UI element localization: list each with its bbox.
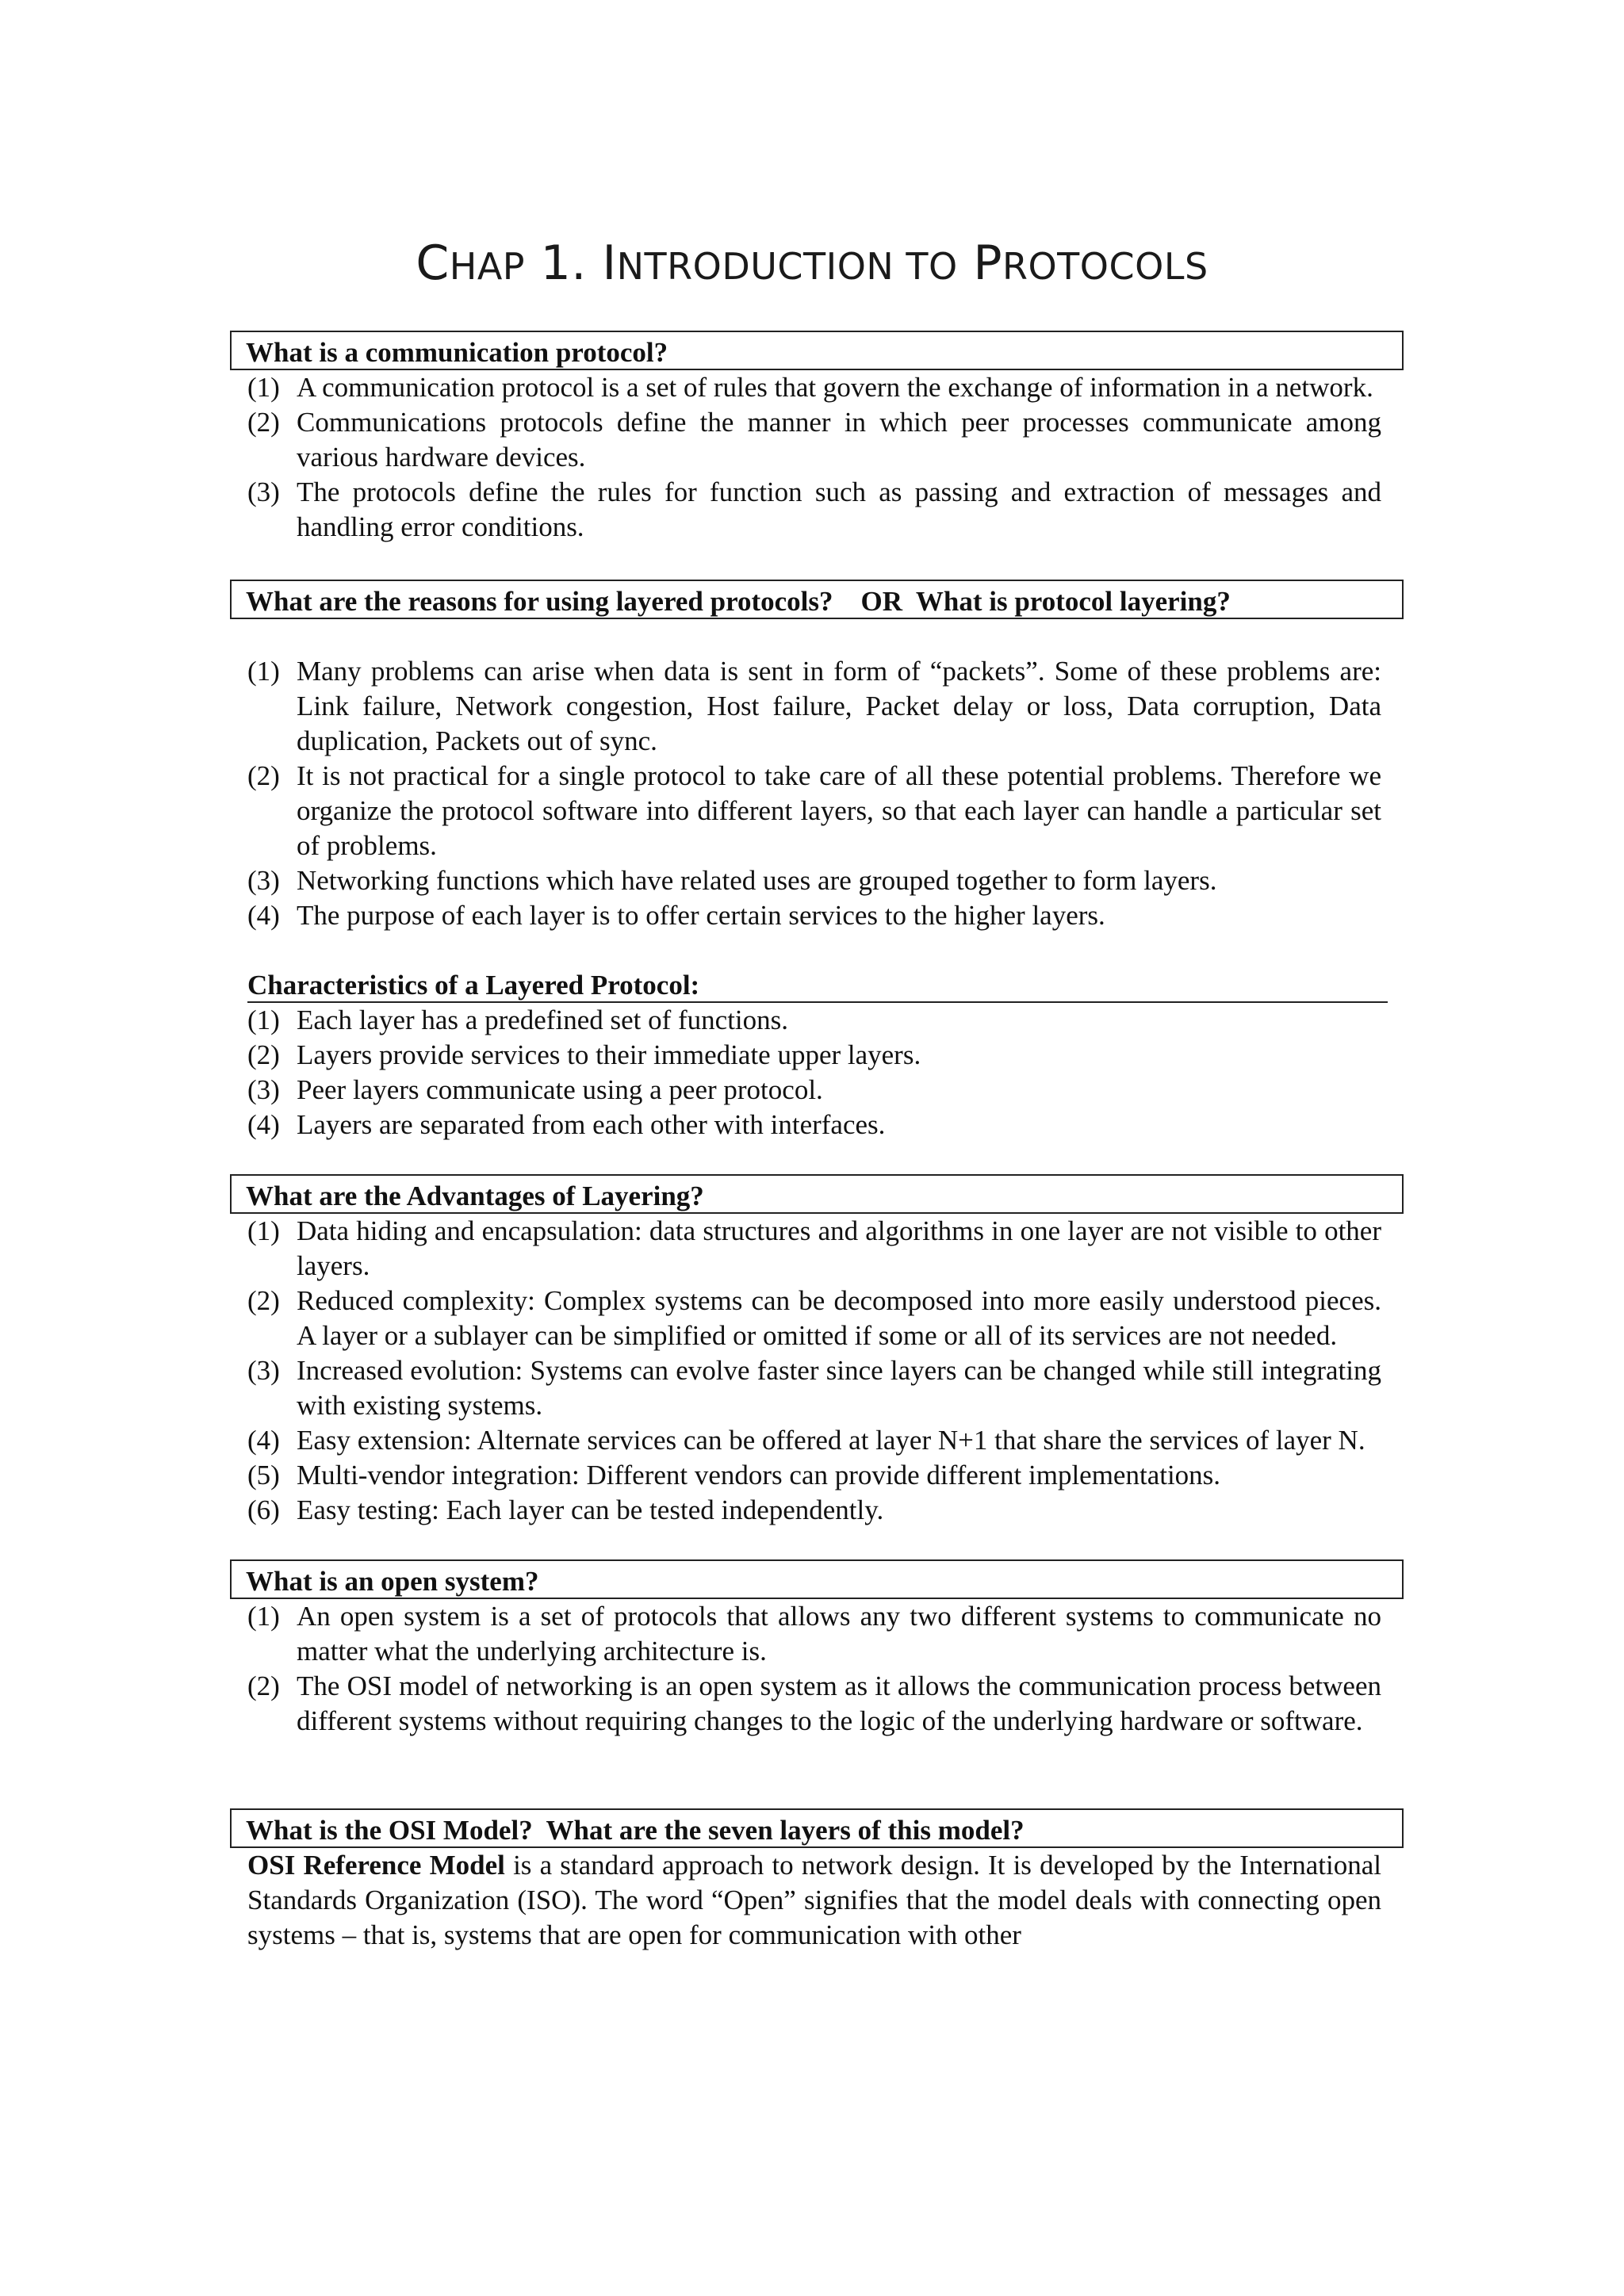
list-characteristics [230, 1003, 1381, 1142]
osi-paragraph: OSI Reference Model is a standard approach to network design. It is developed by the International Standards Organization (ISO). The word “Open” signifies that the model deals with connecting open systems – that is, systems that are open for communication with other [247, 1850, 1381, 1950]
list-item: (2) The OSI model of networking is an open system as it allows the communication process between different systems without requiring changes to the logic of the underlying hardware or software. [247, 1670, 1381, 1736]
list-item: (1) Each layer has a predefined set of functions. [247, 1004, 789, 1035]
list-item: (3) Increased evolution: Systems can evolve faster since layers can be changed while still integrating with existing systems. [247, 1355, 1381, 1421]
chapter-title: CHAP 1. INTRODUCTION TO PROTOCOLS [416, 235, 1208, 291]
question-box-osi: What is the OSI Model? What are the seven layers of this model? [230, 1808, 1404, 1848]
list-item: (3) Networking functions which have related uses are grouped together to form layers. [247, 865, 1217, 896]
question-box-open-system: What is an open system? [230, 1559, 1404, 1599]
list-item: (4) The purpose of each layer is to offer certain services to the higher layers. [247, 900, 1105, 931]
question-box-advantages: What are the Advantages of Layering? [230, 1174, 1404, 1214]
list-protocol [230, 370, 1381, 545]
list-item: (2) Layers provide services to their immediate upper layers. [247, 1039, 921, 1070]
list-layering [230, 654, 1381, 933]
list-item: (4) Layers are separated from each other with interfaces. [247, 1109, 886, 1140]
list-item: (4) Easy extension: Alternate services can be offered at layer N+1 that share the services of layer N. [247, 1425, 1365, 1456]
list-item: (1) An open system is a set of protocols that allows any two different systems to communicate no matter what the underlying architecture is. [247, 1601, 1381, 1667]
list-item: (5) Multi-vendor integration: Different vendors can provide different implementations. [247, 1460, 1221, 1490]
list-item: (2) It is not practical for a single protocol to take care of all these potential problems. Therefore we organize the protocol software into different layers, so that each layer can handle a particular set of problems. [247, 760, 1381, 861]
question-box-protocol: What is a communication protocol? [230, 331, 1404, 370]
question-box-layering: What are the reasons for using layered protocols? OR What is protocol layering? [230, 580, 1404, 619]
list-item: (3) Peer layers communicate using a peer protocol. [247, 1074, 823, 1105]
list-item: (3) The protocols define the rules for function such as passing and extraction of messages and handling error conditions. [247, 476, 1381, 542]
document-body [230, 331, 1404, 1953]
list-item: (1) Many problems can arise when data is sent in form of “packets”. Some of these problems are: Link failure, Network congestion, Host failure, Packet delay or loss, Data corruption, Data duplication, Packets out of sync. [247, 656, 1381, 756]
list-item: (1) A communication protocol is a set of rules that govern the exchange of information in a network. [247, 372, 1373, 403]
list-advantages [230, 1214, 1381, 1528]
list-item: (2) Communications protocols define the manner in which peer processes communicate among various hardware devices. [247, 407, 1381, 473]
list-open-system [230, 1599, 1381, 1739]
list-item: (2) Reduced complexity: Complex systems can be decomposed into more easily understood pieces. A layer or a sublayer can be simplified or omitted if some or all of its services are not needed. [247, 1285, 1381, 1351]
list-item: (6) Easy testing: Each layer can be tested independently. [247, 1494, 884, 1525]
characteristics-heading: Characteristics of a Layered Protocol: [247, 968, 1388, 1003]
list-item: (1) Data hiding and encapsulation: data structures and algorithms in one layer are not visible to other layers. [247, 1215, 1381, 1281]
